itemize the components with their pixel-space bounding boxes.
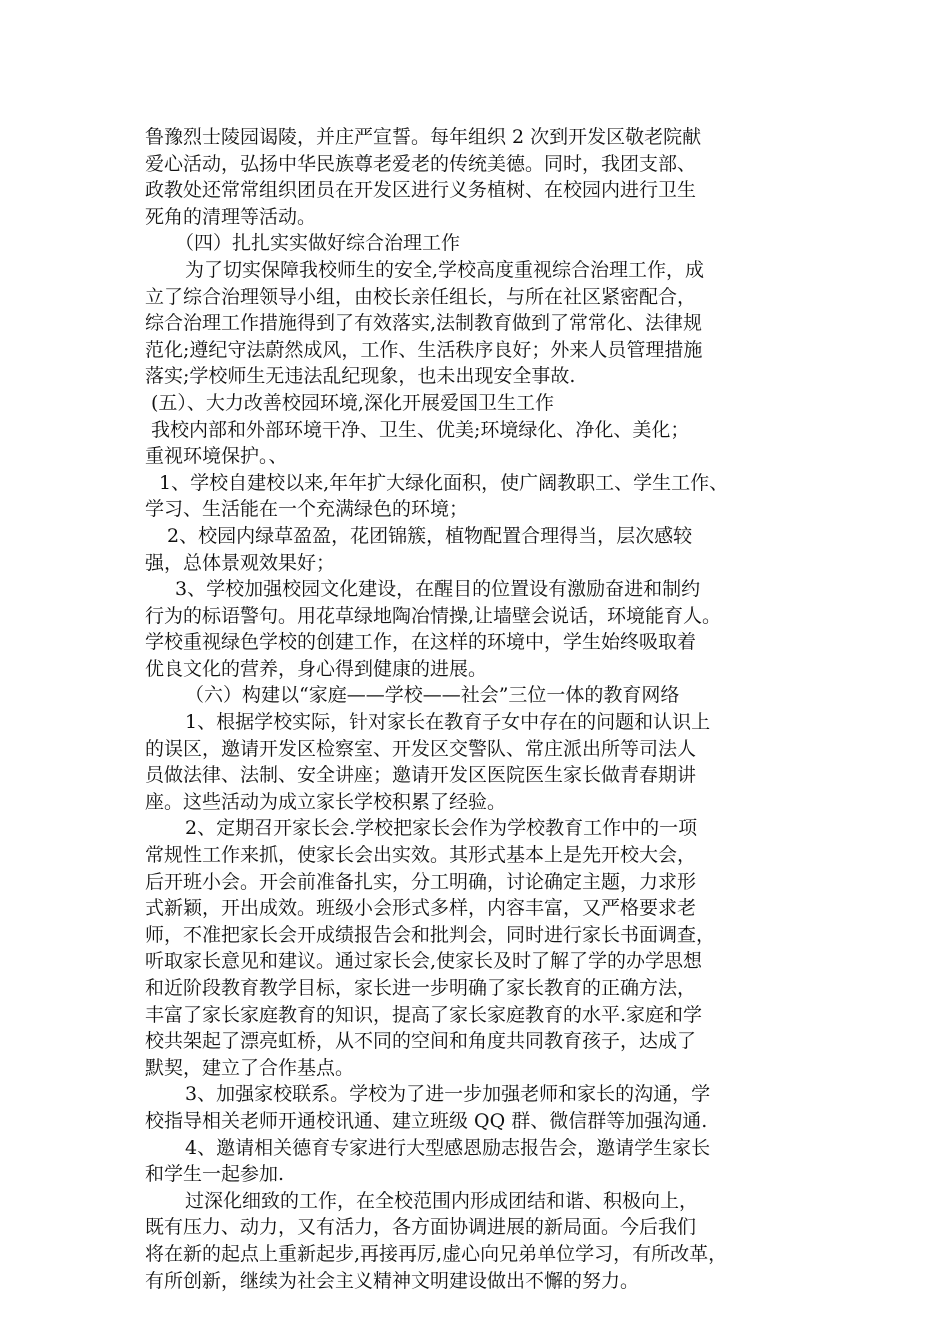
text-line: 政教处还常常组织团员在开发区进行义务植树、在校园内进行卫生 xyxy=(145,179,697,202)
text-line: 默契，建立了合作基点。 xyxy=(145,1056,355,1079)
text-line: 4、邀请相关德育专家进行大型感恩励志报告会，邀请学生家长 xyxy=(185,1136,711,1159)
text-line: 丰富了家长家庭教育的知识，提高了家长家庭教育的水平.家庭和学 xyxy=(145,1003,703,1026)
text-line: 和学生一起参加. xyxy=(145,1163,285,1186)
text-line: 师，不准把家长会开成绩报告会和批判会，同时进行家长书面调查， xyxy=(145,923,716,946)
text-line: 我校内部和外部环境干净、卫生、优美;环境绿化、净化、美化； xyxy=(151,418,690,441)
text-line: 落实;学校师生无违法乱纪现象，也未出现安全事故. xyxy=(145,365,576,388)
text-line: 的误区，邀请开发区检察室、开发区交警队、常庄派出所等司法人 xyxy=(145,737,697,760)
text-line: 综合治理工作措施得到了有效落实,法制教育做到了常常化、法律规 xyxy=(145,312,703,335)
text-line: 范化;遵纪守法蔚然成风，工作、生活秩序良好；外来人员管理措施 xyxy=(145,338,703,361)
text-line: 鲁豫烈士陵园谒陵，并庄严宣誓。每年组织 2 次到开发区敬老院献 xyxy=(145,126,702,148)
text-line: （四）扎扎实实做好综合治理工作 xyxy=(175,232,461,255)
text-line: 员做法律、法制、安全讲座；邀请开发区医院医生家长做青春期讲 xyxy=(145,764,697,787)
text-line: 为了切实保障我校师生的安全,学校高度重视综合治理工作，成 xyxy=(185,258,705,281)
text-line: 校指导相关老师开通校讯通、建立班级 QQ 群、微信群等加强沟通. xyxy=(145,1109,708,1132)
text-line: (五）、大力改善校园环境,深化开展爱国卫生工作 xyxy=(151,391,554,414)
text-line: 立了综合治理领导小组，由校长亲任组长，与所在社区紧密配合， xyxy=(145,285,697,308)
text-line: 后开班小会。开会前准备扎实，分工明确，讨论确定主题，力求形 xyxy=(145,870,697,893)
text-line: 3、学校加强校园文化建设，在醒目的位置设有激励奋进和制约 xyxy=(175,578,701,601)
text-line: 有所创新，继续为社会主义精神文明建设做出不懈的努力。 xyxy=(145,1269,640,1292)
text-line: 强，总体景观效果好； xyxy=(145,551,336,574)
text-line: 2、定期召开家长会.学校把家长会作为学校教育工作中的一项 xyxy=(185,817,698,840)
text-line: 2、校园内绿草盈盈，花团锦簇，植物配置合理得当，层次感较 xyxy=(167,524,693,547)
text-line: 死角的清理等活动。 xyxy=(145,205,317,228)
text-line: 学习、生活能在一个充满绿色的环境； xyxy=(145,498,469,521)
text-line: 重视环境保护。、 xyxy=(145,445,288,468)
text-line: 式新颖，开出成效。班级小会形式多样，内容丰富，又严格要求老 xyxy=(145,897,697,920)
text-line: 将在新的起点上重新起步,再接再厉,虚心向兄弟单位学习，有所改革， xyxy=(145,1242,728,1265)
text-line: 优良文化的营养，身心得到健康的进展。 xyxy=(145,657,488,680)
text-line: 常规性工作来抓，使家长会出实效。其形式基本上是先开校大会， xyxy=(145,844,697,867)
text-line: 既有压力、动力，又有活力，各方面协调进展的新局面。今后我们 xyxy=(145,1216,697,1239)
text-line: 学校重视绿色学校的创建工作，在这样的环境中，学生始终吸取着 xyxy=(145,631,697,654)
text-line: 校共架起了漂亮虹桥，从不同的空间和角度共同教育孩子，达成了 xyxy=(145,1030,697,1053)
text-line: 行为的标语警句。用花草绿地陶冶情操,让墙壁会说话，环境能育人。 xyxy=(145,604,722,627)
text-line: 和近阶段教育教学目标，家长进一步明确了家长教育的正确方法， xyxy=(145,977,697,999)
text-line: （六）构建以“家庭——学校——社会”三位一体的教育网络 xyxy=(185,684,680,707)
text-line: 1、学校自建校以来,年年扩大绿化面积，使广阔教职工、学生工作、 xyxy=(159,471,729,494)
text-line: 听取家长意见和建议。通过家长会,使家长及时了解了学的办学思想 xyxy=(145,950,703,973)
document-body xyxy=(145,124,825,1294)
text-line: 爱心活动，弘扬中华民族尊老爱老的传统美德。同时，我团支部、 xyxy=(145,152,697,175)
text-line: 3、加强家校联系。学校为了进一步加强老师和家长的沟通，学 xyxy=(185,1083,711,1106)
text-line: 过深化细致的工作，在全校范围内形成团结和谐、积极向上， xyxy=(185,1189,699,1212)
text-line: 座。这些活动为成立家长学校积累了经验。 xyxy=(145,790,507,813)
text-line: 1、根据学校实际，针对家长在教育子女中存在的问题和认识上 xyxy=(185,711,711,734)
